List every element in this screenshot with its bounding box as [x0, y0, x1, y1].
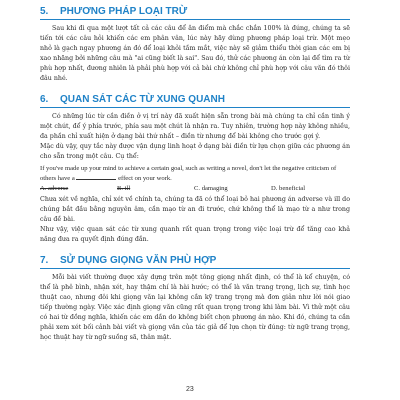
section-6-heading	[40, 92, 400, 106]
example-sentence	[40, 164, 350, 184]
option-b-crossed: B. ill	[117, 185, 131, 192]
example-text-before: If you've made up your mind to achieve a certain goal, such as writing a novel, don't let the negative criticism of others have a	[40, 165, 337, 182]
section-title: PHƯƠNG PHÁP LOẠI TRỪ	[60, 5, 188, 17]
section-number: 5.	[40, 5, 49, 17]
answer-blank	[76, 179, 116, 180]
section-title: QUAN SÁT CÁC TỪ XUNG QUANH	[60, 93, 225, 105]
paragraph: Mặc dù vậy, quy tắc này được vận dụng linh hoạt ở dạng bài điền từ lựa chọn giữa các phương án cho sẵn trong một câu. Cụ thể:	[40, 143, 350, 160]
page-number: 23	[186, 386, 194, 393]
example-text-after: effect on your work.	[118, 175, 172, 182]
paragraph: Như vậy, việc quan sát các từ xung quanh rất quan trọng trong việc loại trừ để tăng cao khả năng đưa ra quyết định đúng đắn.	[40, 226, 350, 243]
paragraph: Mỗi bài viết thường được xây dựng trên một tông giọng nhất định, có thể là kể chuyện, có thể là phê bình, nhận xét, hay thậm chí là hài hước; có thể là văn trang trọng, lịch sự, tình học thuật cao, nhưng đôi khi giọng văn lại không cần kỹ trang trọng mà đơn giản như lời nói giao tiếp thường ngày. Việc xác định giọng văn cũng rất quan trọng trong khi làm bài. Vì thử một câu có hai từ đồng nghĩa, khiến các em dần do không biết chọn phương án nào. Khi đó, chúng ta cần phải xem xét bối cảnh bài viết và giọng văn của tác giả để lựa chọn từ đúng: từ ngữ trang trọng, học thuật hay từ ngữ suồng sã, thân mật.	[40, 274, 350, 341]
section-divider	[40, 268, 350, 269]
section-divider	[40, 107, 350, 108]
paragraph: Sau khi đi qua một lượt tất cả các câu để ăn điểm mà chắc chắn 100% là đúng, chúng ta sẽ tiến tới các câu hỏi khiến các em phân vân, lúc này hãy dùng phương pháp loại trừ. Một mẹo nhỏ là gạch ngay phương án đó để loại khỏi tầm mắt, việc này sẽ giảm thiểu thời gian các em bị xao nhãng bởi những câu mà "ai cũng biết là sai". Sau đó, thử các phương án còn lại để tìm ra từ phù hợp nhất, đương nhiên là phải phù hợp với cả bài chứ không chỉ phù hợp với câu văn đó thôi đâu nhé.	[40, 25, 350, 82]
paragraph: Chưa xét về nghĩa, chỉ xét về chính ta, chúng ta đã có thể loại bỏ hai phương án adverse và ill do chúng bắt đầu bằng nguyên âm, cần mạo từ an đi trước, chứ không thể là mạo từ a như trong câu đề bài.	[40, 196, 350, 223]
paragraph: Có những lúc từ cần điền ở vị trí này đã xuất hiện sẵn trong bài mà chúng ta chỉ cần tinh ý một chút, để ý phía trước, phía sau một chút là nhận ra. Tuy nhiên, trường hợp này không nhiều, đa phần chỉ xuất hiện ở dạng bài thứ nhất – điền từ nhưng để bài không cho trước gợi ý.	[40, 113, 350, 140]
option-d: D. beneficial	[271, 185, 306, 192]
option-a-crossed: A. adverse	[40, 185, 69, 192]
answer-options	[40, 184, 350, 194]
section-number: 7.	[40, 254, 49, 266]
section-divider	[40, 19, 350, 20]
option-c: C. damaging	[194, 185, 228, 192]
section-5-heading	[40, 4, 400, 18]
section-title: SỬ DỤNG GIỌNG VĂN PHÙ HỢP	[60, 254, 217, 266]
section-number: 6.	[40, 93, 49, 105]
section-7-heading	[40, 253, 400, 267]
